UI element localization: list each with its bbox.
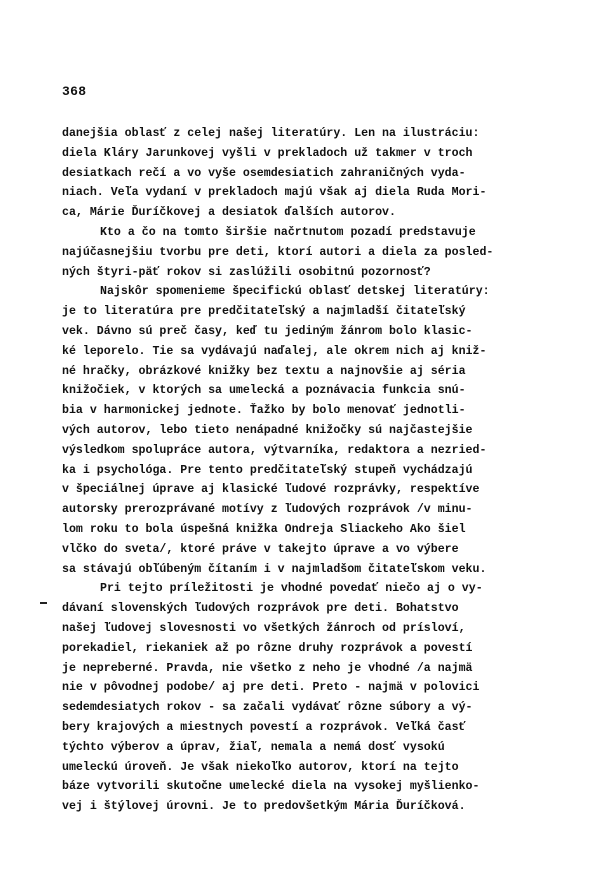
text-line: ných štyri-päť rokov si zaslúžili osobitnú pozornosť? <box>62 265 431 279</box>
text-line: ké leporelo. Tie sa vydávajú naďalej, ale okrem nich aj kniž- <box>62 344 487 358</box>
text-line: desiatkach rečí a vo vyše osemdesiatich zahraničných vyda- <box>62 166 466 180</box>
text-line: vek. Dávno sú preč časy, keď tu jediným žánrom bolo klasic- <box>62 324 473 338</box>
text-line: vých autorov, lebo tieto nenápadné knižočky sú najčastejšie <box>62 423 473 437</box>
text-line: výsledkom spolupráce autora, výtvarníka, redaktora a nezried- <box>62 443 487 457</box>
text-line: Pri tejto príležitosti je vhodné povedať niečo aj o vy- <box>100 582 483 596</box>
text-line: umeleckú úroveň. Je však niekoľko autorov, ktorí na tejto <box>62 760 459 774</box>
text-line: najúčasnejšiu tvorbu pre deti, ktorí autori a diela za posled- <box>62 245 494 259</box>
margin-mark <box>40 602 47 604</box>
text-line: knižočiek, v ktorých sa umelecká a poznávacia funkcia snú- <box>62 384 466 398</box>
text-line: danejšia oblasť z celej našej literatúry. Len na ilustráciu: <box>62 127 480 140</box>
text-line: je nepreberné. Pravda, nie všetko z neho je vhodné /a najmä <box>62 661 473 675</box>
text-line: v špeciálnej úprave aj klasické ľudové rozprávky, respektíve <box>62 483 480 497</box>
text-line: báze vytvorili skutočne umelecké diela na vysokej myšlienko- <box>62 780 480 794</box>
text-line: Kto a čo na tomto širšie načrtnutom pozadí predstavuje <box>100 225 476 239</box>
text-line: lom roku to bola úspešná knižka Ondreja Sliackeho Ako šiel <box>62 522 466 536</box>
text-line: vlčko do sveta/, ktoré práve v takejto úprave a vo výbere <box>62 542 459 556</box>
text-line: niach. Veľa vydaní v prekladoch majú však aj diela Ruda Mori- <box>62 186 487 200</box>
text-line: sedemdesiatych rokov - sa začali vydávať rôzne súbory a vý- <box>62 701 473 715</box>
text-line: našej ľudovej slovesnosti vo všetkých žánroch od prísloví, <box>62 621 466 635</box>
text-line: sa stávajú obľúbeným čítaním i v najmladšom čitateľskom veku. <box>62 562 487 576</box>
text-line: Najskôr spomenieme špecifickú oblasť detskej literatúry: <box>100 285 490 299</box>
body-text <box>62 124 546 817</box>
text-line: týchto výberov a úprav, žiaľ, nemala a nemá dosť vysokú <box>62 740 445 754</box>
text-line: ka i psychológa. Pre tento predčitateľský stupeň vychádzajú <box>62 463 473 477</box>
text-line: bery krajových a miestnych povestí a rozprávok. Veľká časť <box>62 720 466 734</box>
page-number: 368 <box>62 84 87 99</box>
text-line: diela Kláry Jarunkovej vyšli v prekladoch už takmer v troch <box>62 146 473 160</box>
text-line: ca, Márie Ďuríčkovej a desiatok ďalších autorov. <box>62 206 396 220</box>
text-line: bia v harmonickej jednote. Ťažko by bolo menovať jednotli- <box>62 404 466 418</box>
text-line: né hračky, obrázkové knižky bez textu a najnovšie aj séria <box>62 364 466 378</box>
text-line: porekadiel, riekaniek až po rôzne druhy rozprávok a povestí <box>62 641 473 655</box>
text-line: nie v pôvodnej podobe/ aj pre deti. Preto - najmä v polovici <box>62 681 480 695</box>
text-line: dávaní slovenských ľudových rozprávok pre deti. Bohatstvo <box>62 602 459 616</box>
text-line: je to literatúra pre predčitateľský a najmladší čitateľský <box>62 305 466 319</box>
text-line: vej i štýlovej úrovni. Je to predovšetkým Mária Ďuríčková. <box>62 800 466 814</box>
text-line: autorsky prerozprávané motívy z ľudových rozprávok /v minu- <box>62 503 473 517</box>
